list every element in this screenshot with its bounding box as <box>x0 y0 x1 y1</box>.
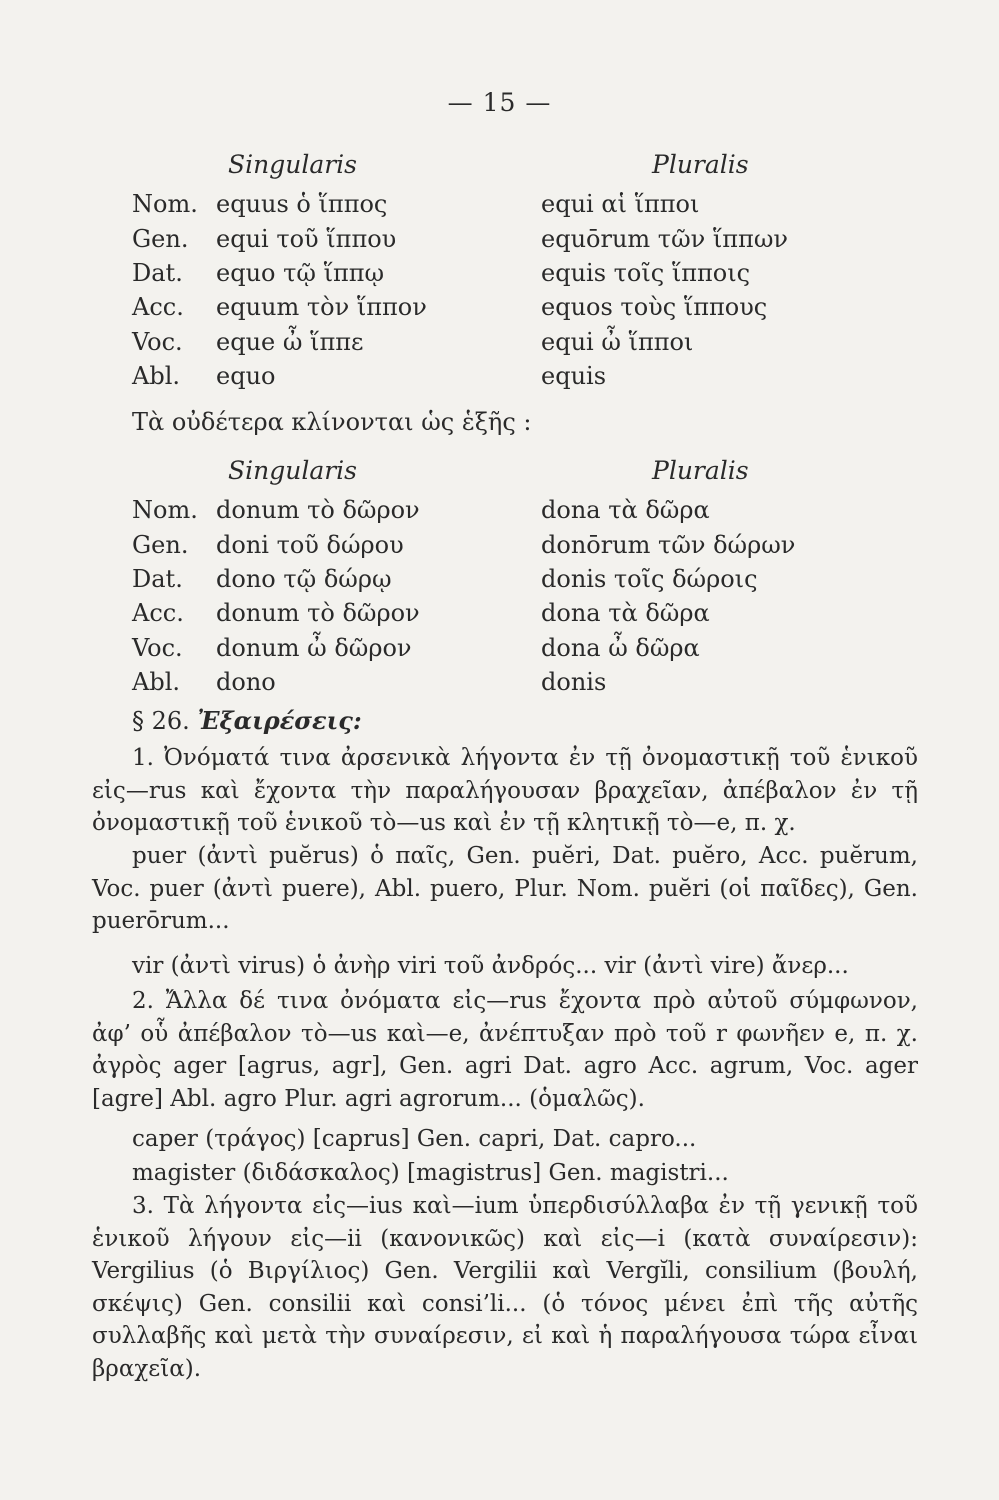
table2-plural-form: dona τὰ δῶρα <box>541 599 710 627</box>
table2-case: Voc. <box>132 634 183 662</box>
rule-2-example-caper: caper (τράγος) [caprus] Gen. capri, Dat. capro... <box>132 1126 697 1152</box>
table1-plural-form: equis <box>541 362 607 390</box>
table2-case: Nom. <box>132 496 198 524</box>
rule-1-example-puer: puer (ἀντὶ puĕrus) ὁ παῖς, Gen. puĕri, Dat. puĕro, Acc. puĕrum, Voc. puer (ἀντὶ puere), Abl. puero, Plur. Nom. puĕri (οἱ παῖδες), Gen. puerōrum... <box>92 843 918 935</box>
table2-plural-form: dona τὰ δῶρα <box>541 496 710 524</box>
rule-1-example-vir: vir (ἀντὶ virus) ὁ ἀνὴρ viri τοῦ ἀνδρός... vir (ἀντὶ vire) ἄνερ... <box>132 953 849 979</box>
table2-singular-form: donum τὸ δῶρον <box>216 496 420 524</box>
table1-case: Voc. <box>132 328 183 356</box>
table2-singular-header: Singularis <box>228 456 358 485</box>
section-number: § 26. <box>132 707 190 735</box>
table2-singular-form: doni τοῦ δώρου <box>216 531 404 559</box>
table2-case: Dat. <box>132 565 183 593</box>
table1-singular-form: equus ὁ ἵππος <box>216 190 388 218</box>
page-number: — 15 — <box>447 88 552 117</box>
table2-plural-header: Pluralis <box>652 456 749 485</box>
table2-plural-form: donis <box>541 668 607 696</box>
table2-case: Acc. <box>132 599 184 627</box>
rule-2-paragraph: 2. Ἄλλα δέ τινα ὀνόματα εἰς—rus ἔχοντα πρὸ αὐτοῦ σύμφωνον, ἀφ’ οὗ ἀπέβαλον τὸ—us καὶ—e, ἀνέπτυξαν πρὸ τοῦ r φωνῆεν e, π. χ. ἀγρὸς ager [agrus, agr], Gen. agri Dat. agro Acc. agrum, Voc. ager [agre] Abl. agro Plur. agri agrorum... (ὁμαλῶς). <box>92 988 918 1112</box>
table1-case: Dat. <box>132 259 183 287</box>
section-heading <box>132 706 362 735</box>
table1-case: Nom. <box>132 190 198 218</box>
table2-singular-form: donum τὸ δῶρον <box>216 599 420 627</box>
table1-case: Acc. <box>132 293 184 321</box>
table2-plural-form: donis τοῖς δώροις <box>541 565 758 593</box>
table2-singular-form: dono τῷ δώρῳ <box>216 565 392 593</box>
table1-singular-form: equum τὸν ἵππον <box>216 293 427 321</box>
rule-1-paragraph: 1. Ὀνόματά τινα ἀρσενικὰ λήγοντα ἐν τῇ ὀνομαστικῇ τοῦ ἑνικοῦ εἰς—rus καὶ ἔχοντα τὴν παραλήγουσαν βραχεῖαν, ἀπέβαλον ἐν τῇ ὀνομαστικῇ τοῦ ἑνικοῦ τὸ—us καὶ ἐν τῇ κλητικῇ τὸ—e, π. χ. <box>92 745 918 837</box>
table1-plural-header: Pluralis <box>652 150 749 179</box>
table1-singular-form: eque ὦ ἵππε <box>216 328 364 356</box>
table2-singular-form: donum ὦ δῶρον <box>216 634 412 662</box>
table2-case: Gen. <box>132 531 189 559</box>
table1-plural-form: equi ὦ ἵπποι <box>541 328 694 356</box>
table1-plural-form: equōrum τῶν ἵππων <box>541 225 788 253</box>
section-title: Ἐξαιρέσεις: <box>197 706 362 735</box>
table1-singular-form: equi τοῦ ἵππου <box>216 225 397 253</box>
table1-case: Gen. <box>132 225 189 253</box>
rule-2-example-magister: magister (διδάσκαλος) [magistrus] Gen. magistri... <box>132 1160 729 1186</box>
table2-singular-form: dono <box>216 668 276 696</box>
table2-case: Abl. <box>132 668 180 696</box>
table2-plural-form: dona ὦ δῶρα <box>541 634 700 662</box>
rule-3-paragraph: 3. Τὰ λήγοντα εἰς—ius καὶ—ium ὑπερδισύλλαβα ἐν τῇ γενικῇ τοῦ ἑνικοῦ λήγουν εἰς—ii (κανονικῶς) καὶ εἰς—i (κατὰ συναίρεσιν): Vergilius (ὁ Βιργίλιος) Gen. Vergilii καὶ Vergĭli, consilium (βουλή, σκέψις) Gen. consilii καὶ consi’li... (ὁ τόνος μένει ἐπὶ τῆς αὐτῆς συλλαβῆς καὶ μετὰ τὴν συναίρεσιν, εἰ καὶ ἡ παραλήγουσα τώρα εἶναι βραχεῖα). <box>92 1193 918 1382</box>
table1-plural-form: equi αἱ ἵπποι <box>541 190 700 218</box>
neuter-intro: Τὰ οὐδέτερα κλίνονται ὡς ἑξῆς : <box>132 408 532 436</box>
table1-singular-form: equo τῷ ἵππῳ <box>216 259 385 287</box>
table2-plural-form: donōrum τῶν δώρων <box>541 531 796 559</box>
table1-singular-form: equo <box>216 362 276 390</box>
table1-plural-form: equos τοὺς ἵππους <box>541 293 768 321</box>
table1-plural-form: equis τοῖς ἵπποις <box>541 259 751 287</box>
table1-singular-header: Singularis <box>228 150 358 179</box>
table1-case: Abl. <box>132 362 180 390</box>
